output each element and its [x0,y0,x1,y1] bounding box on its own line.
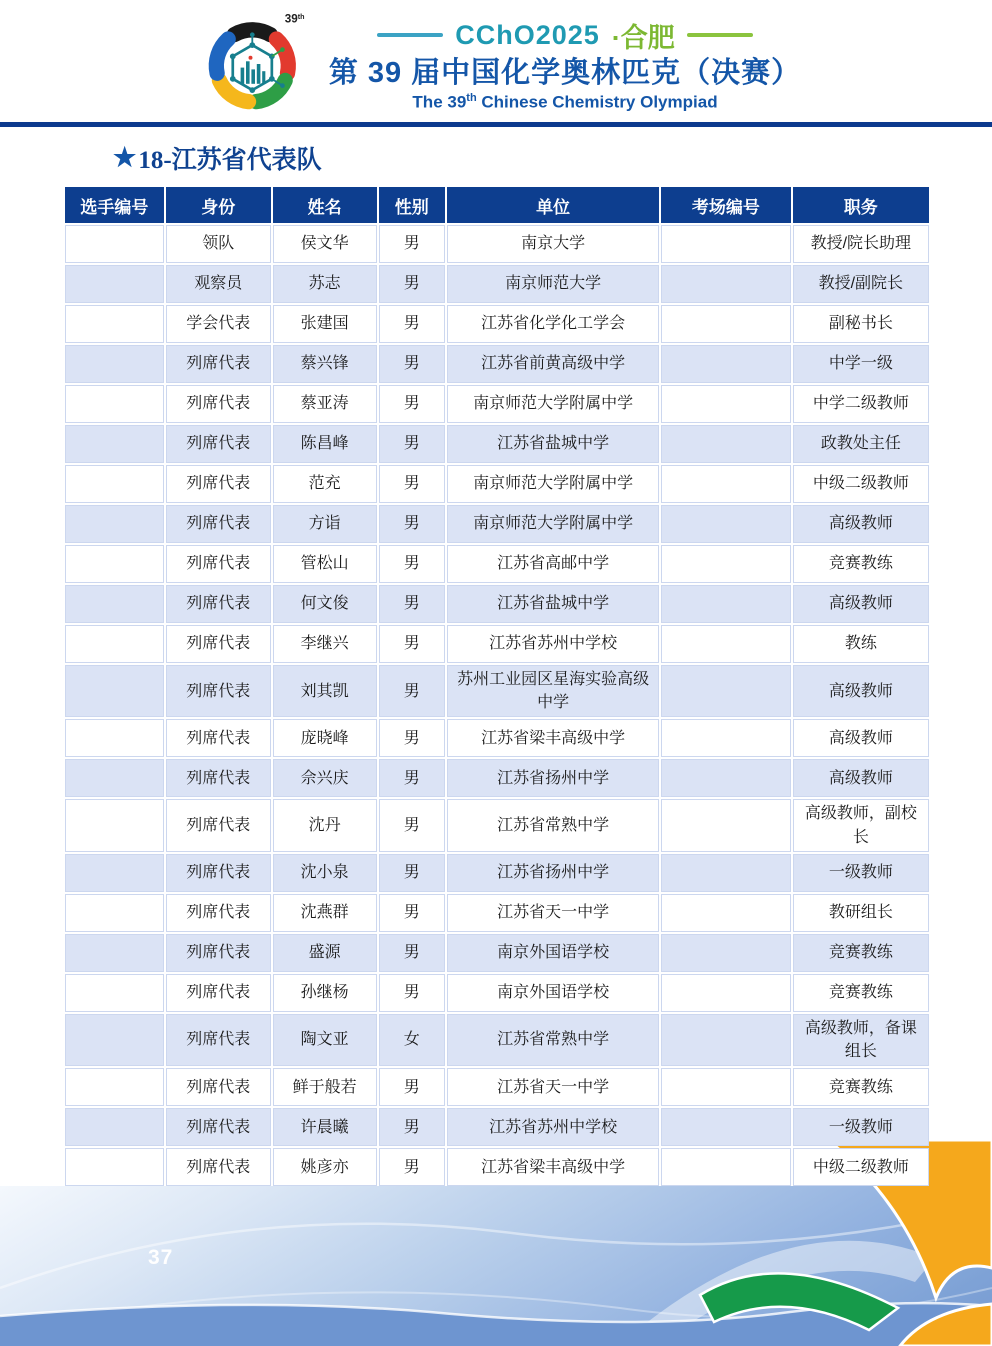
team-section-title-text: 18-江苏省代表队 [138,147,322,174]
cell-gender: 男 [379,345,445,383]
cell-gender: 男 [379,385,445,423]
cell-role: 列席代表 [166,934,271,972]
cell-room [661,505,791,543]
cell-org: 江苏省化学化工学会 [447,305,659,343]
cell-room [661,934,791,972]
cell-org: 江苏省天一中学 [447,894,659,932]
cell-name: 李继兴 [273,625,377,663]
table-row [65,854,929,892]
col-header-name: 姓名 [273,187,377,223]
table-row [65,385,929,423]
cell-title: 一级教师 [793,854,929,892]
cell-gender: 男 [379,1148,445,1186]
cell-gender: 男 [379,505,445,543]
banner-line [377,16,753,55]
cell-title: 副秘书长 [793,305,929,343]
col-header-org: 单位 [447,187,659,223]
cell-room [661,719,791,757]
banner-ccho-text: CChO2025 [455,19,600,50]
cell-role: 领队 [166,225,271,263]
cell-name: 佘兴庆 [273,759,377,797]
cell-room [661,305,791,343]
cell-role: 列席代表 [166,1148,271,1186]
cell-room [661,625,791,663]
cell-role: 列席代表 [166,505,271,543]
header-divider [0,122,992,127]
cell-player-id [65,225,164,263]
cell-title: 一级教师 [793,1108,929,1146]
cell-room [661,585,791,623]
cell-title: 高级教师 [793,585,929,623]
cell-name: 沈丹 [273,799,377,851]
cell-role: 列席代表 [166,345,271,383]
cell-room [661,665,791,717]
cell-player-id [65,265,164,303]
cell-title: 政教处主任 [793,425,929,463]
col-header-room: 考场编号 [661,187,791,223]
table-row [65,545,929,583]
table-row [65,974,929,1012]
cell-room [661,1108,791,1146]
cell-player-id [65,1014,164,1066]
cell-title: 中学一级 [793,345,929,383]
cell-name: 沈燕群 [273,894,377,932]
cell-gender: 男 [379,425,445,463]
cell-gender: 男 [379,934,445,972]
cell-title: 高级教师 [793,665,929,717]
page-header [0,0,992,122]
header-text-block [329,16,801,113]
cell-role: 列席代表 [166,1014,271,1066]
cell-title: 教研组长 [793,894,929,932]
cell-role: 列席代表 [166,465,271,503]
table-row [65,425,929,463]
cell-role: 列席代表 [166,974,271,1012]
cell-player-id [65,1068,164,1106]
cell-player-id [65,425,164,463]
cell-name: 张建国 [273,305,377,343]
cell-org: 江苏省天一中学 [447,1068,659,1106]
table-row [65,225,929,263]
cell-org: 南京师范大学 [447,265,659,303]
cell-name: 方诣 [273,505,377,543]
cell-role: 列席代表 [166,545,271,583]
cell-player-id [65,465,164,503]
cell-player-id [65,625,164,663]
cell-title: 高级教师 [793,505,929,543]
table-row [65,345,929,383]
cell-room [661,465,791,503]
table-row [65,719,929,757]
team-table [63,185,931,1188]
cell-org: 南京师范大学附属中学 [447,505,659,543]
cell-title: 竞赛教练 [793,545,929,583]
col-header-role: 身份 [166,187,271,223]
cell-role: 列席代表 [166,585,271,623]
cell-room [661,799,791,851]
table-row [65,759,929,797]
cell-player-id [65,854,164,892]
cell-player-id [65,385,164,423]
banner-dash-right-icon [687,33,753,37]
cell-org: 苏州工业园区星海实验高级中学 [447,665,659,717]
table-row [65,1108,929,1146]
cell-role: 列席代表 [166,854,271,892]
cell-room [661,545,791,583]
cell-title: 高级教师 [793,759,929,797]
cell-name: 何文俊 [273,585,377,623]
cell-gender: 男 [379,465,445,503]
cell-name: 蔡兴锋 [273,345,377,383]
cell-gender: 男 [379,225,445,263]
cell-room [661,1014,791,1066]
table-row [65,625,929,663]
star-icon: ★ [113,143,137,172]
cell-player-id [65,665,164,717]
cell-name: 陈昌峰 [273,425,377,463]
cell-org: 江苏省梁丰高级中学 [447,719,659,757]
cell-gender: 女 [379,1014,445,1066]
cell-room [661,1148,791,1186]
table-row [65,465,929,503]
event-title: 第 39 届中国化学奥林匹克（决赛） [328,56,802,89]
cell-gender: 男 [379,665,445,717]
petal-red [276,39,288,73]
cell-title: 中级二级教师 [793,465,929,503]
cell-room [661,425,791,463]
cell-player-id [65,894,164,932]
cell-room [661,854,791,892]
team-table-wrap [0,185,992,1188]
table-row [65,799,929,851]
team-section-title [113,140,992,176]
cell-org: 江苏省高邮中学 [447,545,659,583]
cell-gender: 男 [379,974,445,1012]
cell-org: 江苏省常熟中学 [447,799,659,851]
cell-role: 列席代表 [166,625,271,663]
cell-name: 蔡亚涛 [273,385,377,423]
cell-name: 庞晓峰 [273,719,377,757]
cell-player-id [65,505,164,543]
cell-gender: 男 [379,545,445,583]
cell-gender: 男 [379,854,445,892]
table-row [65,1148,929,1186]
cell-player-id [65,1148,164,1186]
cell-room [661,1068,791,1106]
logo-dot [248,56,252,60]
cell-org: 南京师范大学附属中学 [447,465,659,503]
cell-org: 南京师范大学附属中学 [447,385,659,423]
table-row [65,1014,929,1066]
col-header-player-id: 选手编号 [65,187,164,223]
cell-role: 列席代表 [166,759,271,797]
cell-title: 中学二级教师 [793,385,929,423]
cell-title: 竞赛教练 [793,934,929,972]
cell-role: 列席代表 [166,894,271,932]
cell-room [661,385,791,423]
table-row [65,934,929,972]
cell-player-id [65,759,164,797]
cell-org: 江苏省苏州中学校 [447,625,659,663]
col-header-gender: 性别 [379,187,445,223]
cell-role: 列席代表 [166,385,271,423]
cell-org: 江苏省常熟中学 [447,1014,659,1066]
cell-name: 姚彦亦 [273,1148,377,1186]
cell-gender: 男 [379,1108,445,1146]
cell-name: 侯文华 [273,225,377,263]
cell-room [661,265,791,303]
cell-role: 列席代表 [166,1068,271,1106]
table-row [65,265,929,303]
event-subtitle: The 39th Chinese Chemistry Olympiad [412,91,718,112]
cell-gender: 男 [379,265,445,303]
table-row [65,894,929,932]
cell-gender: 男 [379,625,445,663]
petal-blue [216,39,228,73]
cell-name: 许晨曦 [273,1108,377,1146]
cell-title: 中级二级教师 [793,1148,929,1186]
cell-title: 教授/院长助理 [793,225,929,263]
cell-name: 鲜于般若 [273,1068,377,1106]
cell-room [661,759,791,797]
cell-org: 南京大学 [447,225,659,263]
cell-name: 孙继杨 [273,974,377,1012]
banner-dash-left-icon [377,33,443,37]
table-row [65,1068,929,1106]
cell-player-id [65,799,164,851]
cell-player-id [65,719,164,757]
banner-city-text: ·合肥 [611,22,675,53]
cell-player-id [65,345,164,383]
cell-room [661,894,791,932]
cell-org: 江苏省扬州中学 [447,854,659,892]
cell-org: 江苏省梁丰高级中学 [447,1148,659,1186]
cell-gender: 男 [379,799,445,851]
cell-player-id [65,974,164,1012]
cell-name: 刘其凯 [273,665,377,717]
cell-player-id [65,1108,164,1146]
cell-gender: 男 [379,719,445,757]
cell-title: 教练 [793,625,929,663]
logo-39th-label: 39th [284,12,305,26]
cell-gender: 男 [379,585,445,623]
table-header-row [65,187,929,223]
cell-player-id [65,545,164,583]
cell-gender: 男 [379,759,445,797]
cell-org: 江苏省扬州中学 [447,759,659,797]
table-row [65,665,929,717]
cell-room [661,225,791,263]
cell-org: 江苏省前黄高级中学 [447,345,659,383]
ccho-logo [191,10,319,118]
cell-name: 范充 [273,465,377,503]
cell-gender: 男 [379,1068,445,1106]
cell-name: 陶文亚 [273,1014,377,1066]
cell-title: 竞赛教练 [793,974,929,1012]
cell-role: 观察员 [166,265,271,303]
cell-role: 列席代表 [166,425,271,463]
cell-org: 江苏省盐城中学 [447,425,659,463]
table-row [65,585,929,623]
table-row [65,305,929,343]
cell-org: 江苏省盐城中学 [447,585,659,623]
cell-org: 江苏省苏州中学校 [447,1108,659,1146]
cell-title: 教授/副院长 [793,265,929,303]
cell-org: 南京外国语学校 [447,934,659,972]
ccho-logo-graphic [191,10,319,118]
cell-name: 苏志 [273,265,377,303]
cell-role: 学会代表 [166,305,271,343]
col-header-title: 职务 [793,187,929,223]
cell-title: 高级教师，备课组长 [793,1014,929,1066]
cell-room [661,345,791,383]
cell-role: 列席代表 [166,665,271,717]
cell-name: 管松山 [273,545,377,583]
cell-gender: 男 [379,305,445,343]
cell-role: 列席代表 [166,799,271,851]
cell-title: 高级教师，副校长 [793,799,929,851]
cell-title: 竞赛教练 [793,1068,929,1106]
cell-title: 高级教师 [793,719,929,757]
cell-player-id [65,934,164,972]
cell-role: 列席代表 [166,1108,271,1146]
cell-room [661,974,791,1012]
cell-name: 沈小泉 [273,854,377,892]
cell-gender: 男 [379,894,445,932]
table-row [65,505,929,543]
cell-org: 南京外国语学校 [447,974,659,1012]
cell-player-id [65,305,164,343]
page-number: 37 [148,1246,174,1269]
cell-role: 列席代表 [166,719,271,757]
cell-player-id [65,585,164,623]
cell-name: 盛源 [273,934,377,972]
